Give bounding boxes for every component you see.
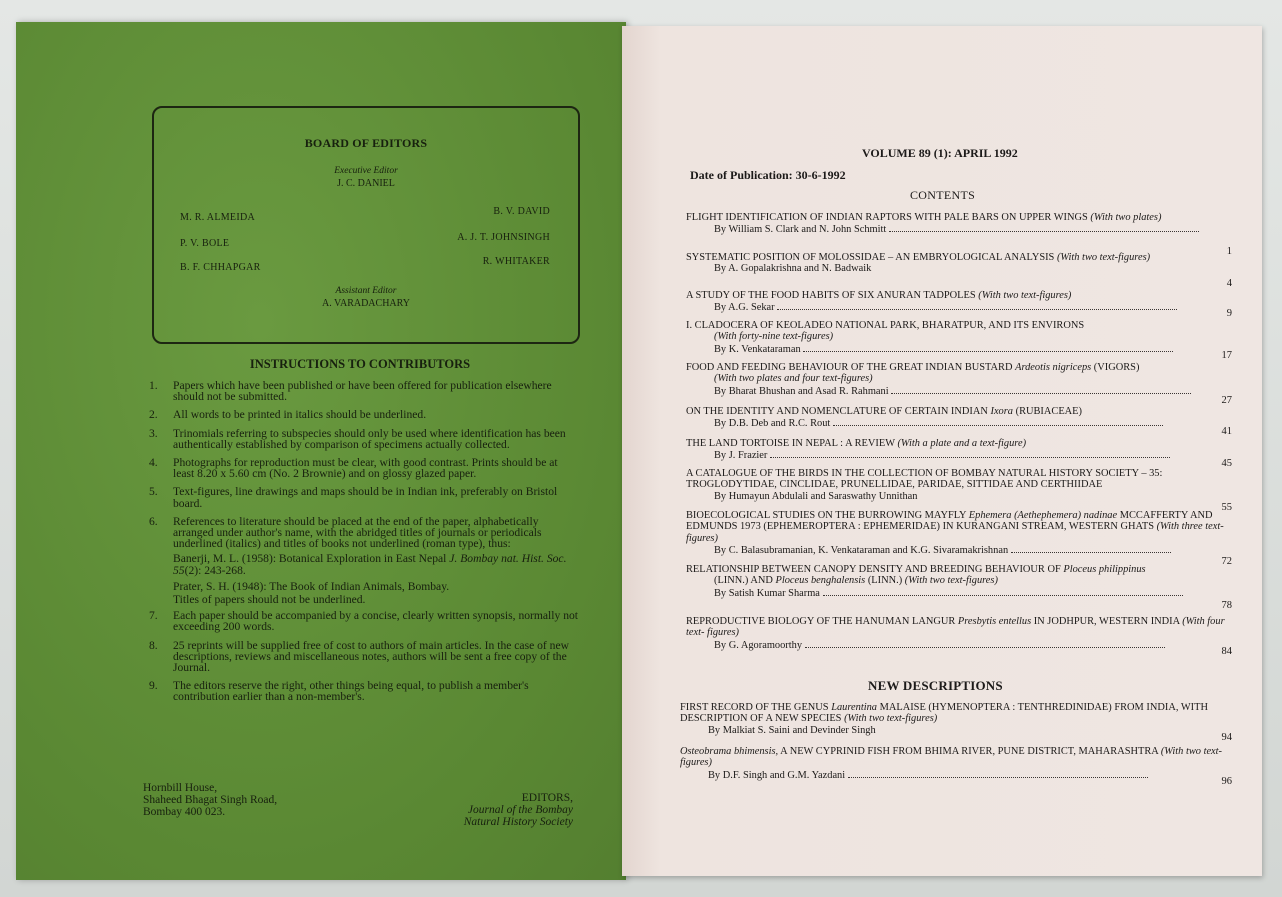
board-of-editors-box: [152, 106, 580, 344]
instructions-list: [149, 380, 579, 710]
instruction-item: 9. The editors reserve the right, other things being equal, to publish a member's contribution earlier than a non-member's.: [149, 679, 529, 704]
contents-entry: BIOECOLOGICAL STUDIES ON THE BURROWING MAYFLY Ephemera (Aethephemera) nadinae MCCAFFERTY AND EDMUNDS 1973 (EPHEMEROPTERA : EPHEMERIDAE) IN KURANGANI STREAM, WESTERN GHATS (With three text-figures) By C. Balasubramanian, K. Venkataraman and K.G. Sivaramakrishnan 72: [686, 510, 1232, 567]
contents-entry: THE LAND TORTOISE IN NEPAL : A REVIEW (With a plate and a text-figure) By J. Frazier 45: [686, 438, 1232, 469]
contents-entry: Osteobrama bhimensis, A NEW CYPRINID FISH FROM BHIMA RIVER, PUNE DISTRICT, MAHARASHTRA (With two text-figures) By D.F. Singh and G.M. Yazdani 96: [680, 746, 1232, 787]
contents-page: [622, 26, 1262, 876]
instruction-item: 2. All words to be printed in italics should be underlined.: [149, 408, 427, 422]
instruction-item: 5. Text-figures, line drawings and maps should be in Indian ink, preferably on Bristol board.: [149, 485, 558, 510]
instruction-item: 8. 25 reprints will be supplied free of cost to authors of main articles. In the case of new descriptions, reviews and miscellaneous notes, authors will be sent a free copy of the Journal.: [149, 638, 569, 675]
reference-example: Prater, S. H. (1948): The Book of Indian Animals, Bombay.: [173, 579, 450, 593]
contents-heading: CONTENTS: [910, 188, 976, 202]
instruction-item: 1. Papers which have been published or have been offered for publication elsewhere should not be submitted.: [149, 379, 552, 404]
contents-entry: I. CLADOCERA OF KEOLADEO NATIONAL PARK, BHARATPUR, AND ITS ENVIRONS (With forty-nine text-figures) By K. Venkataraman 17: [686, 320, 1232, 361]
society-address: Hornbill House, Shaheed Bhagat Singh Road, Bombay 400 023.: [143, 782, 278, 818]
assistant-editor-name: A. VARADACHARY: [322, 298, 410, 309]
publication-date: Date of Publication: 30-6-1992: [690, 168, 846, 182]
contents-entry: RELATIONSHIP BETWEEN CANOPY DENSITY AND BREEDING BEHAVIOUR OF Ploceus philippinus (LINN.) AND Ploceus benghalensis (LINN.) (With two text-figures) By Satish Kumar Sharma 78: [686, 564, 1232, 611]
editors-signature: EDITORS, Journal of the Bombay Natural History Society: [463, 792, 573, 828]
contents-entry: FIRST RECORD OF THE GENUS Laurentina MALAISE (HYMENOPTERA : TENTHREDINIDAE) FROM INDIA, WITH DESCRIPTION OF A NEW SPECIES (With two text-figures) By Malkiat S. Saini and Devinder Singh 94: [680, 702, 1232, 743]
executive-editor-name: J. C. DANIEL: [337, 178, 395, 189]
executive-editor-label: Executive Editor: [334, 166, 398, 176]
reference-note: Titles of papers should not be underlined.: [173, 593, 366, 607]
contents-entry: SYSTEMATIC POSITION OF MOLOSSIDAE – AN EMBRYOLOGICAL ANALYSIS (With two text-figures) By A. Gopalakrishna and N. Badwaik 4: [686, 252, 1232, 289]
editor-name: B. F. CHHAPGAR: [180, 262, 261, 273]
assistant-editor-label: Assistant Editor: [335, 286, 397, 296]
contents-entry: A STUDY OF THE FOOD HABITS OF SIX ANURAN TADPOLES (With two text-figures) By A.G. Sekar 9: [686, 290, 1232, 319]
contents-entry: A CATALOGUE OF THE BIRDS IN THE COLLECTION OF BOMBAY NATURAL HISTORY SOCIETY – 35: TROGLODYTIDAE, CINCLIDAE, PRUNELLIDAE, PARIDAE, SITTIDAE AND CERTHIIDAE By Humayun Abdulali and Saraswathy Unnithan 55: [686, 468, 1232, 513]
instructions-title: INSTRUCTIONS TO CONTRIBUTORS: [249, 357, 471, 371]
contents-entry: FOOD AND FEEDING BEHAVIOUR OF THE GREAT INDIAN BUSTARD Ardeotis nigriceps (VIGORS) (With two plates and four text-figures) By Bharat Bhushan and Asad R. Rahmani 27: [686, 362, 1232, 406]
instruction-item: 7. Each paper should be accompanied by a concise, clearly written synopsis, normally not exceeding 200 words.: [149, 609, 579, 634]
editor-name: M. R. ALMEIDA: [180, 212, 256, 223]
contents-entry: FLIGHT IDENTIFICATION OF INDIAN RAPTORS WITH PALE BARS ON UPPER WINGS (With two plates) By William S. Clark and N. John Schmitt 1: [686, 212, 1232, 257]
editor-name: P. V. BOLE: [180, 238, 230, 249]
instruction-item: 4. Photographs for reproduction must be clear, with good contrast. Prints should be at least 8.20 x 5.60 cm (No. 2 Brownie) and on glossy glazed paper.: [149, 456, 558, 481]
editor-name: B. V. DAVID: [493, 206, 550, 217]
editor-name: R. WHITAKER: [482, 256, 550, 267]
inside-cover-page: [16, 22, 626, 880]
instruction-item: 3. Trinomials referring to subspecies should only be used where identification has been authentically established by comparison of specimens actually collected.: [149, 426, 566, 451]
board-title: BOARD OF EDITORS: [304, 136, 428, 150]
new-descriptions-heading: NEW DESCRIPTIONS: [868, 678, 1003, 693]
contents-entry: REPRODUCTIVE BIOLOGY OF THE HANUMAN LANGUR Presbytis entellus IN JODHPUR, WESTERN INDIA (With four text- figures) By G. Agoramoorthy 84: [686, 616, 1232, 657]
reference-example: Banerji, M. L. (1958): Botanical Exploration in East Nepal J. Bombay nat. Hist. Soc. 55(2): 243-268.: [173, 552, 567, 577]
editor-name: A. J. T. JOHNSINGH: [457, 232, 550, 243]
contents-entry: ON THE IDENTITY AND NOMENCLATURE OF CERTAIN INDIAN Ixora (RUBIACEAE) By D.B. Deb and R.C. Rout 41: [686, 406, 1232, 437]
instruction-item: 6. References to literature should be placed at the end of the paper, alphabetically arranged under author's name, with the abridged titles of journals or periodicals underlined (italics) and titles of books not underlined (roman type), thus:: [149, 514, 542, 551]
volume-heading: VOLUME 89 (1): APRIL 1992: [862, 146, 1018, 160]
